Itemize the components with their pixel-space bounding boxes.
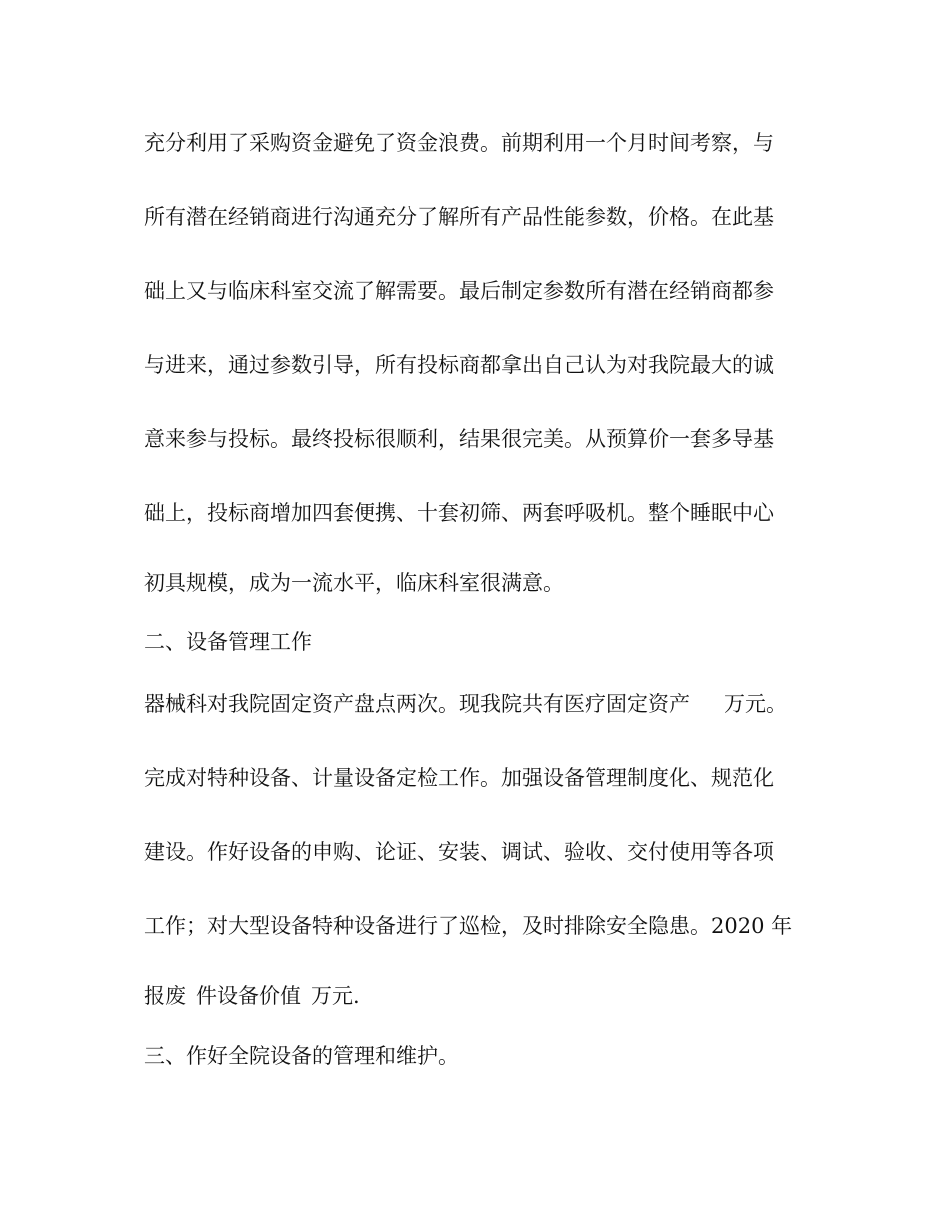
text-segment: 万元。 bbox=[724, 692, 787, 716]
paragraph-line: 建设。作好设备的申购、论证、安装、调试、验收、交付使用等各项 bbox=[144, 840, 774, 864]
text-segment: 器械科对我院固定资产盘点两次。现我院共有医疗固定资产 bbox=[144, 692, 690, 716]
paragraph-line bbox=[144, 690, 824, 718]
section-heading: 三、作好全院设备的管理和维护。 bbox=[144, 1044, 459, 1068]
paragraph-line: 初具规模，成为一流水平，临床科室很满意。 bbox=[144, 571, 564, 595]
text-segment: 万元. bbox=[311, 984, 360, 1008]
paragraph-line: 意来参与投标。最终投标很顺利，结果很完美。从预算价一套多导基 bbox=[144, 427, 774, 451]
paragraph-line: 础上，投标商增加四套便携、十套初筛、两套呼吸机。整个睡眠中心 bbox=[144, 501, 774, 525]
paragraph-line: 充分利用了采购资金避免了资金浪费。前期利用一个月时间考察，与 bbox=[144, 131, 774, 155]
paragraph-line: 完成对特种设备、计量设备定检工作。加强设备管理制度化、规范化 bbox=[144, 766, 774, 790]
section-heading: 二、设备管理工作 bbox=[144, 630, 312, 654]
paragraph-line: 所有潜在经销商进行沟通充分了解所有产品性能参数，价格。在此基 bbox=[144, 205, 774, 229]
paragraph-line: 与进来，通过参数引导，所有投标商都拿出自己认为对我院最大的诚 bbox=[144, 353, 774, 377]
text-segment: 报废 bbox=[144, 984, 186, 1008]
text-segment: 件设备价值 bbox=[196, 984, 301, 1008]
paragraph-line: 工作；对大型设备特种设备进行了巡检，及时排除安全隐患。2020 年 bbox=[144, 914, 793, 938]
paragraph-line: 础上又与临床科室交流了解需要。最后制定参数所有潜在经销商都参 bbox=[144, 279, 774, 303]
paragraph-line bbox=[144, 982, 824, 1010]
